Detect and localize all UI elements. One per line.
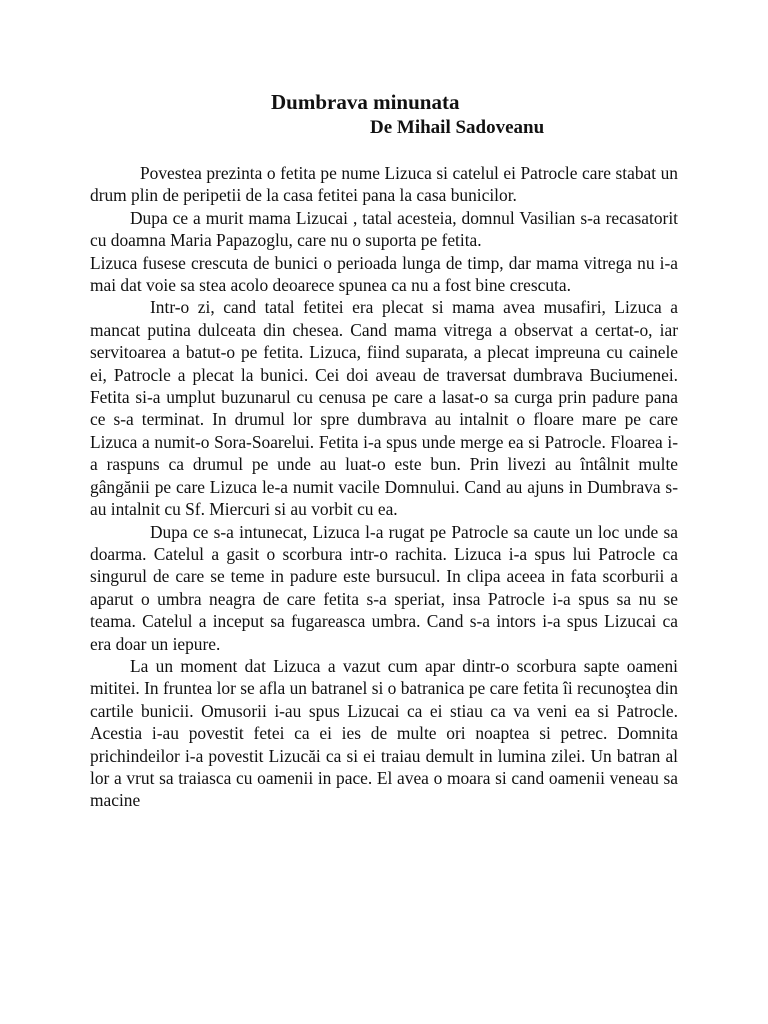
page-title: Dumbrava minunata	[271, 90, 460, 114]
author-line: De Mihail Sadoveanu	[370, 117, 545, 138]
paragraph: Lizuca fusese crescuta de bunici o perioada lunga de timp, dar mama vitrega nu i-a mai dat voie sa stea acolo deoarece spunea ca nu a fost bine crescuta.	[90, 252, 678, 296]
paragraph: Dupa ce s-a intunecat, Lizuca l-a rugat pe Patrocle sa caute un loc unde sa doarma. Catelul a gasit o scorbura intr-o rachita. Lizuca i-a spus lui Patrocle ca singurul de care se teme in padure este bursucul. In clipa aceea in fata scorburii a aparut o umbra neagra de care fetita s-a speriat, insa Patrocle i-a spus sa nu se teama. Catelul a inceput sa fugareasca umbra. Cand s-a intors i-a spus Lizucai ca era doar un iepure.	[90, 521, 678, 654]
paragraph: Dupa ce a murit mama Lizucai , tatal acesteia, domnul Vasilian s-a recasatorit cu doamna Maria Papazoglu, care nu o suporta pe fetita.	[90, 207, 678, 251]
paragraph: Povestea prezinta o fetita pe nume Lizuca si catelul ei Patrocle care stabat un drum plin de peripetii de la casa fetitei pana la casa bunicilor.	[90, 163, 678, 206]
paragraph: La un moment dat Lizuca a vazut cum apar dintr-o scorbura sapte oameni mititei. In fruntea lor se afla un batranel si o batranica pe care fetita îi recunoştea din cartile bunicii. Omusorii i-au spus Lizucai ca ei stiau ca va veni ea si Patrocle. Acestia i-au povestit fetei ca ei ies de multe ori noaptea si petrec. Domnita prichindeilor i-a povestit Lizucăi ca si ei traiau demult in lumina zilei. Un batran al lor a vrut sa traiasca cu oamenii in pace. El avea o moara si cand oamenii veneau sa macine	[90, 655, 678, 811]
document-body	[90, 162, 678, 812]
paragraph: Intr-o zi, cand tatal fetitei era plecat si mama avea musafiri, Lizuca a mancat putina dulceata din chesea. Cand mama vitrega a observat a certat-o, iar servitoarea a batut-o pe fetita. Lizuca, fiind suparata, a plecat impreuna cu cainele ei, Patrocle a plecat la bunici. Cei doi aveau de traversat dumbrava Buciumenei. Fetita si-a umplut buzunarul cu cenusa pe care a lasat-o sa curga prin padure pana ce s-a terminat. In drumul lor spre dumbrava au intalnit o floare mare pe care Lizuca a numit-o Sora-Soarelui. Fetita i-a spus unde merge ea si Patrocle. Floarea i-a raspuns ca drumul pe unde au luat-o este bun. Prin livezi au întâlnit multe gângănii pe care Lizuca le-a numit vacile Domnului. Cand au ajuns in Dumbrava s-au intalnit cu Sf. Miercuri si au vorbit cu ea.	[90, 297, 678, 520]
